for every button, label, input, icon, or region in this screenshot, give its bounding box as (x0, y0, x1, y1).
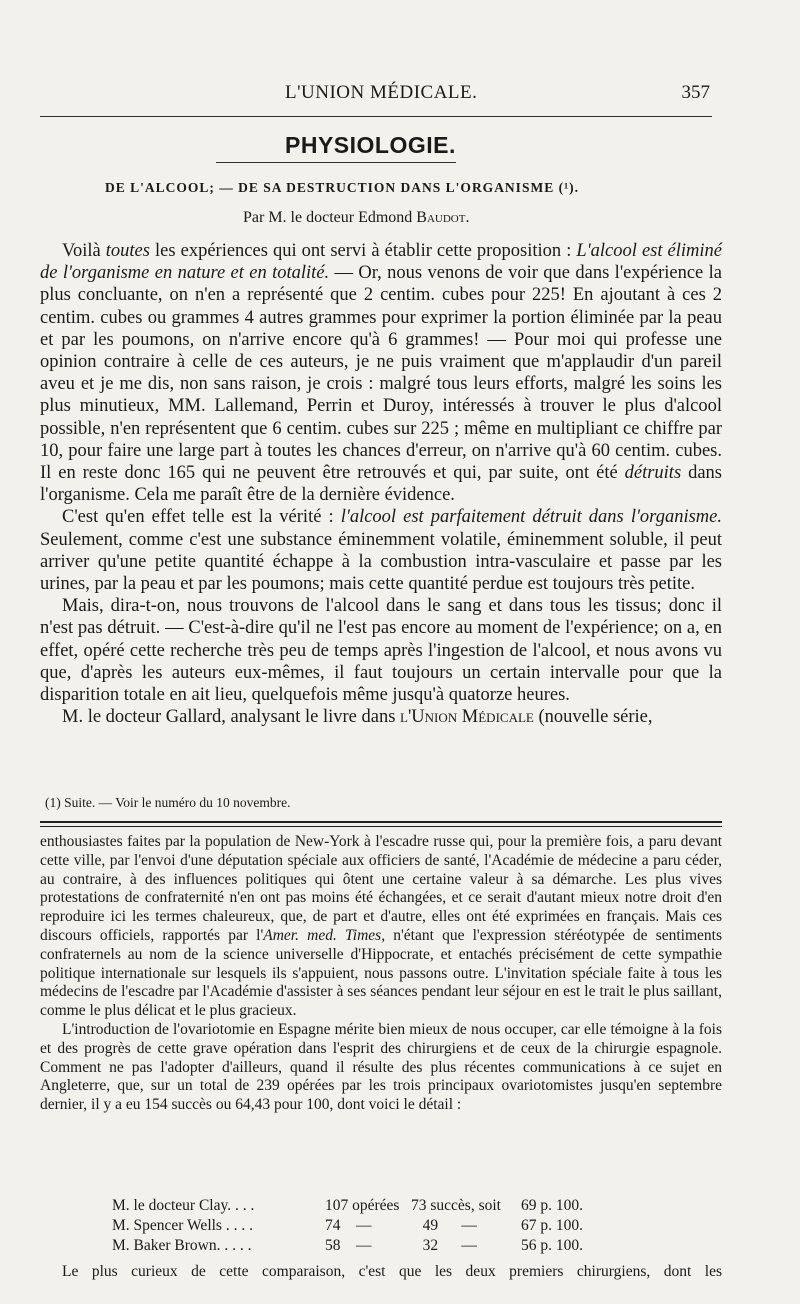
emphasis: toutes (105, 241, 150, 261)
article-body (40, 240, 722, 728)
surgeon-name: M. le docteur Clay. . . . (112, 1197, 255, 1214)
text-run: C'est qu'en effet telle est la vérité : (62, 507, 341, 528)
table-row (112, 1236, 661, 1256)
section-divider-thin (40, 826, 722, 827)
text-run: enthousiastes faites par la population de New-York à l'escadre russe qui, pour la première fois, a paru devant cette ville, par l'envoi d'une députation spéciale aux officiers de santé, l'Académie de médecine a paru céder, au contraire, à des influences politiques qui ôtent une certaine valeur à sa démarche. Les plus vives protestations de confraternité n'en ont pas moins été échangées, et ce serait d'autant mieux notre droit d'en reproduire ici les termes chaleureux, que, de part et d'autre, elles ont été exprimées en français. Mais ces discours officiels, rapportés par l' (40, 833, 722, 944)
paragraph (40, 833, 722, 1021)
emphasis: Amer. med. Times (263, 926, 382, 944)
ditto-mark: — (461, 1237, 477, 1254)
text-run: dans l'organisme. Cela me paraît être de la dernière évidence. (40, 463, 722, 506)
surgeon-name: M. Spencer Wells . . . . (112, 1217, 253, 1234)
ovariotomy-stats-table (112, 1196, 661, 1256)
closing-line: Le plus curieux de cette comparaison, c'est que les deux premiers chirurgiens, dont les (62, 1263, 722, 1280)
text-run: Seulement, comme c'est une substance éminemment volatile, éminemment soluble, il peut arriver qu'une petite quantité échappe à la combustion intra-vasculaire et passe par les urines, par la peau et par les poumons; mais cette quantité perdue est toujours très petite. (40, 529, 722, 595)
success-cell (411, 1236, 521, 1256)
footnote: (1) Suite. — Voir le numéro du 10 novembre. (45, 795, 291, 810)
text-run: , n'étant que l'expression stéréotypée de sentiments confraternels au nom de la science universelle d'Hippocrate, et entachés précisément de cette sympathie politique internationale sur lesquels ils s'appuient, nous passons outre. L'invitation spéciale faite à tous les médecins de l'escadre par l'Académie d'assister à ses séances pendant leur séjour en est le trait le plus saillant, comme le plus délicat et le plus gracieux. (40, 926, 722, 1020)
paragraph (40, 240, 722, 506)
text-run: (nouvelle série, (533, 707, 653, 728)
success-cell (411, 1216, 521, 1236)
article-title: DE L'ALCOOL; — DE SA DESTRUCTION DANS L'ORGANISME (¹). (105, 180, 579, 195)
success-count: 32 (422, 1237, 439, 1254)
operations-count: 107 (325, 1197, 349, 1214)
emphasis: détruits (624, 463, 682, 484)
text-run: Voilà (62, 241, 106, 261)
text-run: M. le docteur Gallard, analysant le livre dans (62, 707, 401, 728)
byline-prefix: Par M. le docteur Edmond (243, 209, 413, 226)
operations-cell (325, 1236, 411, 1256)
operations-label: opérées (352, 1197, 400, 1214)
author-name: Baudot. (416, 209, 470, 226)
paragraph: Mais, dira-t-on, nous trouvons de l'alcool dans le sang et dans tous les tissus; donc il n'est pas détruit. — C'est-à-dire qu'il ne l'est pas encore au moment de l'expérience; on a, en effet, opéré cette recherche très peu de temps après l'ingestion de l'alcool, et nous avons vu que, d'après les auteurs eux-mêmes, il faut toujours un certain intervalle pour que la disparition totale en ait lieu, quelquefois même jusqu'à quatorze heures. (40, 596, 722, 706)
table-row (112, 1216, 661, 1236)
operations-cell (325, 1196, 411, 1216)
section-title: PHYSIOLOGIE. (285, 132, 456, 158)
text-run: les expériences qui ont servi à établir cette proposition : (149, 241, 577, 261)
emphasis: l'alcool est parfaitement détruit dans l'organisme. (340, 507, 722, 528)
paragraph (40, 706, 722, 728)
journal-reference: l'Union Médicale (400, 707, 534, 728)
table-row (112, 1196, 661, 1216)
success-cell: 73 succès, soit (411, 1197, 501, 1214)
text-run: — Or, nous venons de voir que dans l'expérience la plus concluante, on n'en a représenté que 2 centim. cubes pour 225! En ajoutant à ces 2 centim. cubes ou grammes 4 autres grammes pour exprimer la portion éliminée par la peau et par les poumons, on n'arrive encore qu'à 6 grammes! — Pour moi qui professe une opinion contraire à celle de ces auteurs, je ne puis vraiment que m'applaudir d'un pareil aveu et je me dis, non sans raison, je crois : malgré tous leurs efforts, malgré les soins les plus minutieux, MM. Lallemand, Perrin et Duroy, intéressés à trouver le plus d'alcool possible, n'en représentent que 6 centim. cubes sur 225 ; même en multipliant ce chiffre par 10, pour faire une large part à toutes les chances d'erreur, on n'arrive qu'à 60 centim. cubes. Il en reste donc 165 qui ne peuvent être retrouvés et qui, par suite, ont été (40, 263, 722, 484)
percent-cell: 67 p. 100. (521, 1217, 583, 1234)
operations-cell (325, 1216, 411, 1236)
ditto-mark: — (461, 1217, 477, 1234)
running-head (40, 82, 710, 106)
emphasis: L'alcool est éliminé de l'organisme en nature et en totalité. (40, 241, 722, 284)
ditto-mark: — (356, 1217, 372, 1234)
operations-count: 74 (325, 1217, 341, 1234)
percent-cell: 56 p. 100. (521, 1237, 583, 1254)
surgeon-name: M. Baker Brown. . . . . (112, 1237, 252, 1254)
ditto-mark: — (356, 1237, 372, 1254)
journal-title: L'UNION MÉDICALE. (285, 82, 478, 103)
page-number: 357 (681, 82, 710, 103)
header-rule (40, 116, 712, 117)
success-count: 49 (422, 1217, 439, 1234)
paragraph (40, 506, 722, 595)
paragraph: L'introduction de l'ovariotomie en Espagne mérite bien mieux de nous occuper, car elle témoigne à la fois et des progrès de cette grave opération dans l'esprit des chirurgiens et de ceux de la chirurgie espagnole. Comment ne pas l'adopter d'ailleurs, quand il résulte des plus récentes communications à ce sujet en Angleterre, que, sur un total de 239 opérées par les trois principaux ovariotomistes jusqu'en septembre dernier, il y a eu 154 succès ou 64,43 pour 100, dont voici le détail : (40, 1020, 722, 1114)
section-title-rule (216, 162, 456, 163)
section-divider (40, 821, 722, 823)
byline (243, 209, 469, 227)
chronicle-body (40, 833, 722, 1115)
operations-count: 58 (325, 1237, 341, 1254)
percent-cell: 69 p. 100. (521, 1197, 583, 1214)
